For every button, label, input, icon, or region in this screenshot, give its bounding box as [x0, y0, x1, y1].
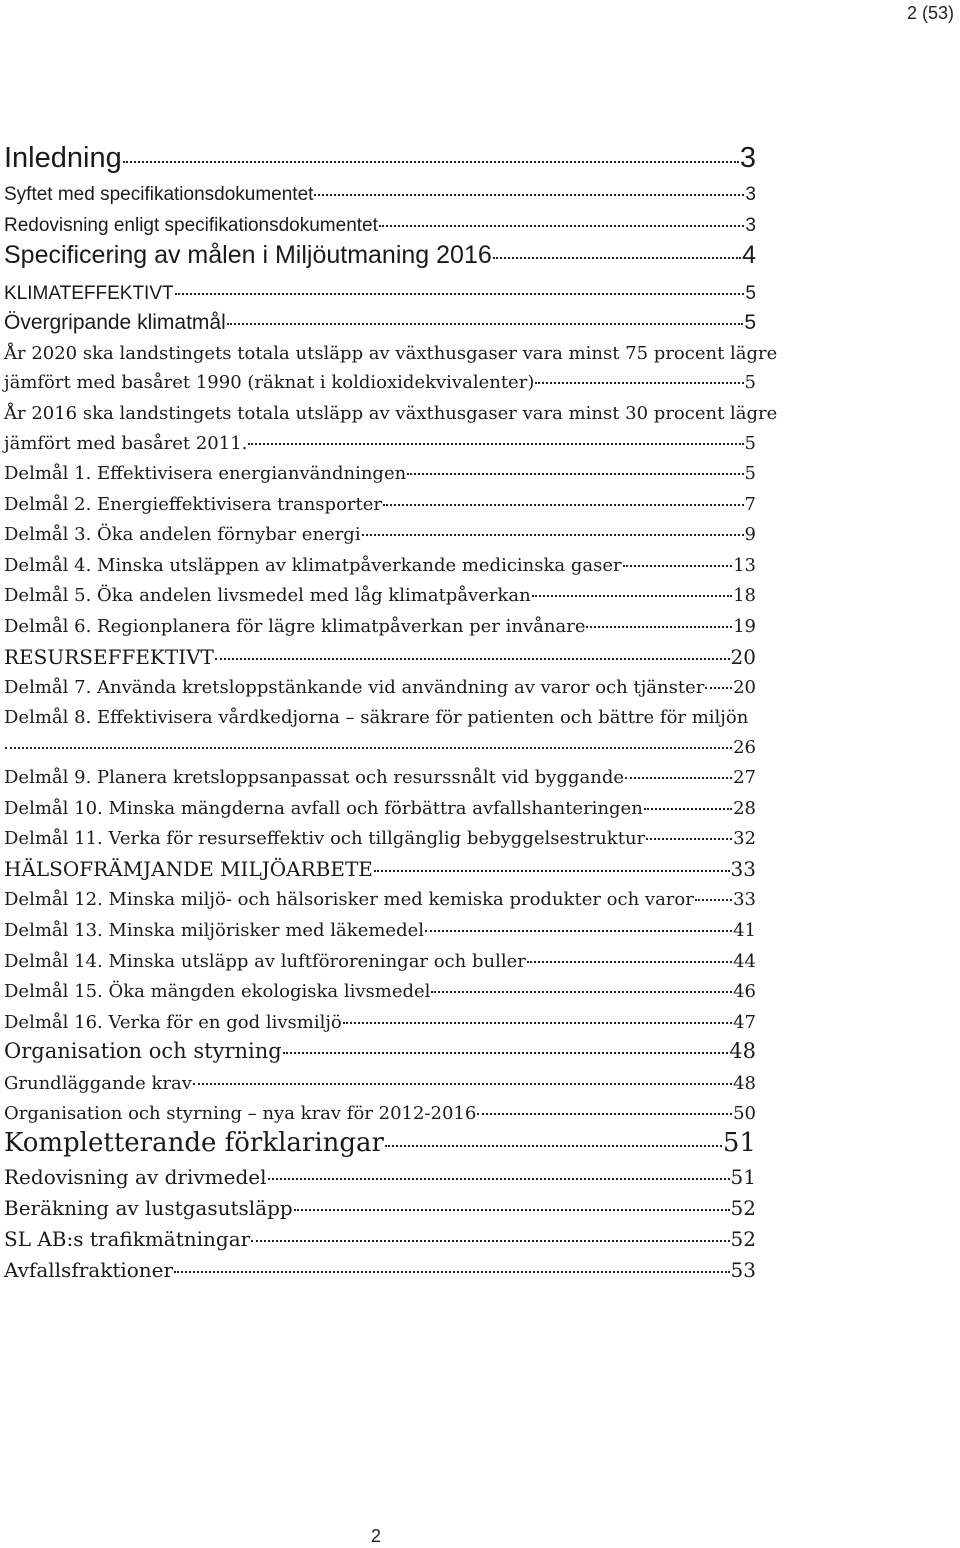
toc-entry-page: 28	[733, 798, 756, 819]
toc-entry-kompletterande[interactable]	[4, 1128, 756, 1158]
toc-entry-page: 3	[745, 184, 756, 205]
dot-leader	[174, 1271, 729, 1273]
toc-entry-page: 52	[730, 1196, 756, 1220]
toc-entry-title: Organisation och styrning	[4, 1039, 282, 1063]
toc-entry-title: HÄLSOFRÄMJANDE MILJÖARBETE	[4, 857, 373, 881]
dot-leader	[705, 687, 732, 689]
dot-leader	[374, 870, 730, 872]
toc-entry-title: Delmål 11. Verka för resurseffektiv och tillgänglig bebyggelsestruktur	[4, 828, 646, 849]
dot-leader	[477, 1113, 732, 1115]
toc-entry-title: Delmål 3. Öka andelen förnybar energi	[4, 524, 361, 545]
toc-entry-title: Delmål 5. Öka andelen livsmedel med låg klimatpåverkan	[4, 585, 531, 606]
toc-entry-delmal-6[interactable]	[4, 616, 756, 637]
toc-entry-delmal-7[interactable]	[4, 677, 756, 698]
dot-leader	[425, 930, 732, 932]
toc-entry-specificering[interactable]	[4, 241, 756, 270]
dot-leader	[385, 1145, 722, 1147]
dot-leader	[407, 473, 743, 475]
toc-entry-title: Delmål 2. Energieffektivisera transporter	[4, 494, 382, 515]
toc-entry-page: 26	[733, 737, 756, 758]
toc-entry-organisation-nya-krav[interactable]	[4, 1103, 756, 1124]
toc-entry-page: 3	[745, 215, 756, 236]
toc-entry-delmal-12[interactable]	[4, 889, 756, 910]
toc-entry-page: 3	[739, 142, 756, 174]
dot-leader	[625, 777, 732, 779]
toc-entry-page: 50	[733, 1103, 756, 1124]
toc-entry-delmal-10[interactable]	[4, 798, 756, 819]
toc-entry-page: 33	[733, 889, 756, 910]
toc-entry-resurseffektivt[interactable]	[4, 645, 756, 669]
footer-page-number: 2	[370, 1526, 381, 1546]
toc-entry-title: Syftet med specifikationsdokumentet	[4, 184, 314, 205]
toc-entry-title: Kompletterande förklaringar	[4, 1128, 384, 1158]
toc-entry-delmal-14[interactable]	[4, 951, 756, 972]
toc-entry-klimateffektivt[interactable]	[4, 283, 756, 305]
toc-entry-page: 18	[733, 585, 756, 606]
dot-leader	[527, 961, 732, 963]
toc-entry-page: 19	[733, 616, 756, 637]
page-number-label: 2 (53)	[906, 3, 954, 23]
toc-entry-lustgas[interactable]	[4, 1196, 756, 1220]
dot-leader	[532, 595, 732, 597]
toc-entry-ar2016-first-line: År 2016 ska landstingets totala utsläpp av växthusgaser vara minst 30 procent lägre	[4, 403, 778, 424]
dot-leader	[5, 747, 732, 749]
toc-entry-delmal-9[interactable]	[4, 767, 756, 788]
toc-entry-title: SL AB:s trafikmätningar	[4, 1227, 251, 1251]
dot-leader	[362, 534, 744, 536]
toc-entry-ar2020-first-line: År 2020 ska landstingets totala utsläpp av växthusgaser vara minst 75 procent lägre	[4, 343, 778, 364]
toc-entry-overgripande-klimatmal[interactable]	[4, 311, 756, 335]
toc-entry-page: 52	[730, 1227, 756, 1251]
toc-entry-page: 9	[744, 524, 756, 545]
toc-entry-page: 48	[729, 1039, 756, 1063]
toc-entry-page: 5	[745, 283, 756, 304]
toc-entry-title: Delmål 13. Minska miljörisker med läkemedel	[4, 920, 424, 941]
toc-entry-page: 7	[744, 494, 756, 515]
toc-entry-title: Delmål 15. Öka mängden ekologiska livsmedel	[4, 981, 431, 1002]
toc-entry-page: 5	[744, 311, 756, 334]
toc-entry-delmal-11[interactable]	[4, 828, 756, 849]
toc-entry-delmal-13[interactable]	[4, 920, 756, 941]
toc-entry-title: Delmål 10. Minska mängderna avfall och förbättra avfallshanteringen	[4, 798, 643, 819]
toc-entry-title: Redovisning av drivmedel	[4, 1165, 267, 1189]
dot-leader	[343, 1022, 732, 1024]
toc-entry-delmal-8[interactable]	[4, 737, 756, 758]
toc-entry-delmal-16[interactable]	[4, 1012, 756, 1033]
toc-entry-page: 4	[742, 241, 756, 269]
dot-leader	[431, 991, 732, 993]
toc-entry-delmal-2[interactable]	[4, 494, 756, 515]
toc-entry-title: Delmål 12. Minska miljö- och hälsorisker med kemiska produkter och varor	[4, 889, 694, 910]
toc-entry-title: Beräkning av lustgasutsläpp	[4, 1196, 293, 1220]
toc-entry-page: 13	[733, 555, 756, 576]
toc-entry-title: Specificering av målen i Miljöutmaning 2016	[4, 241, 492, 269]
toc-entry-title: Övergripande klimatmål	[4, 311, 226, 334]
toc-entry-title: jämfört med basåret 2011.	[4, 433, 248, 454]
dot-leader	[283, 1052, 729, 1054]
dot-leader	[535, 382, 743, 384]
toc-entry-title: Delmål 16. Verka för en god livsmiljö	[4, 1012, 342, 1033]
toc-entry-title: Delmål 7. Använda kretsloppstänkande vid användning av varor och tjänster	[4, 677, 705, 698]
toc-entry-title: Delmål 1. Effektivisera energianvändningen	[4, 463, 407, 484]
toc-entry-page: 44	[733, 951, 756, 972]
toc-entry-halsoframjande[interactable]	[4, 857, 756, 881]
toc-entry-title: Inledning	[4, 142, 122, 174]
toc-entry-page: 48	[733, 1073, 756, 1094]
toc-entry-title: Delmål 14. Minska utsläpp av luftföroreningar och buller	[4, 951, 526, 972]
dot-leader	[383, 504, 744, 506]
toc-entry-title: Grundläggande krav	[4, 1073, 192, 1094]
toc-entry-trafikmatningar[interactable]	[4, 1227, 756, 1251]
toc-entry-page: 27	[733, 767, 756, 788]
toc-entry-title: Delmål 6. Regionplanera för lägre klimatpåverkan per invånare	[4, 616, 586, 637]
toc-entry-delmal-5[interactable]	[4, 585, 756, 606]
dot-leader	[268, 1178, 730, 1180]
toc-entry-title: Delmål 9. Planera kretsloppsanpassat och resurssnålt vid byggande	[4, 767, 625, 788]
dot-leader	[314, 194, 744, 196]
toc-entry-page: 41	[733, 920, 756, 941]
toc-entry-delmal-15[interactable]	[4, 981, 756, 1002]
dot-leader	[586, 626, 732, 628]
dot-leader	[623, 565, 732, 567]
toc-entry-drivmedel[interactable]	[4, 1165, 756, 1189]
toc-entry-page: 5	[744, 433, 756, 454]
toc-entry-delmal-3[interactable]	[4, 524, 756, 545]
toc-entry-syftet[interactable]	[4, 184, 756, 206]
dot-leader	[379, 225, 745, 227]
dot-leader	[175, 293, 745, 295]
dot-leader	[215, 658, 730, 660]
toc-entry-delmal-1[interactable]	[4, 463, 756, 484]
toc-entry-title: KLIMATEFFEKTIVT	[4, 283, 174, 304]
toc-entry-title: RESURSEFFEKTIVT	[4, 645, 214, 669]
toc-entry-avfallsfraktioner[interactable]	[4, 1258, 756, 1282]
toc-entry-grundlaggande-krav[interactable]	[4, 1073, 756, 1094]
toc-entry-page: 20	[730, 645, 756, 669]
toc-entry-page: 5	[744, 463, 756, 484]
toc-entry-page: 46	[733, 981, 756, 1002]
dot-leader	[493, 257, 741, 259]
toc-entry-organisation[interactable]	[4, 1039, 756, 1063]
toc-entry-page: 47	[733, 1012, 756, 1033]
toc-entry-ar2016[interactable]	[4, 433, 756, 454]
toc-entry-page: 33	[730, 857, 756, 881]
toc-entry-inledning[interactable]	[4, 142, 756, 175]
dot-leader	[251, 1240, 729, 1242]
toc-entry-title: Avfallsfraktioner	[4, 1258, 174, 1282]
toc-entry-delmal-8-first-line: Delmål 8. Effektivisera vårdkedjorna – säkrare för patienten och bättre för miljön	[4, 707, 749, 728]
toc-entry-page: 51	[722, 1128, 756, 1158]
toc-entry-redovisning[interactable]	[4, 215, 756, 237]
toc-entry-page: 20	[733, 677, 756, 698]
toc-entry-title: Organisation och styrning – nya krav för 2012-2016	[4, 1103, 477, 1124]
toc-entry-delmal-4[interactable]	[4, 555, 756, 576]
toc-entry-title: Delmål 4. Minska utsläppen av klimatpåverkande medicinska gaser	[4, 555, 622, 576]
toc-entry-page: 32	[733, 828, 756, 849]
dot-leader	[227, 323, 744, 325]
toc-entry-ar2020[interactable]	[4, 372, 756, 393]
toc-entry-title: jämfört med basåret 1990 (räknat i koldioxidekvivalenter)	[4, 372, 535, 393]
dot-leader	[123, 161, 739, 163]
dot-leader	[193, 1083, 732, 1085]
toc-entry-title: Redovisning enligt specifikationsdokumentet	[4, 215, 378, 236]
dot-leader	[294, 1209, 730, 1211]
dot-leader	[695, 899, 732, 901]
toc-entry-page: 5	[744, 372, 756, 393]
dot-leader	[644, 808, 732, 810]
dot-leader	[248, 443, 743, 445]
dot-leader	[646, 838, 732, 840]
toc-entry-page: 53	[730, 1258, 756, 1282]
toc-entry-page: 51	[730, 1165, 756, 1189]
